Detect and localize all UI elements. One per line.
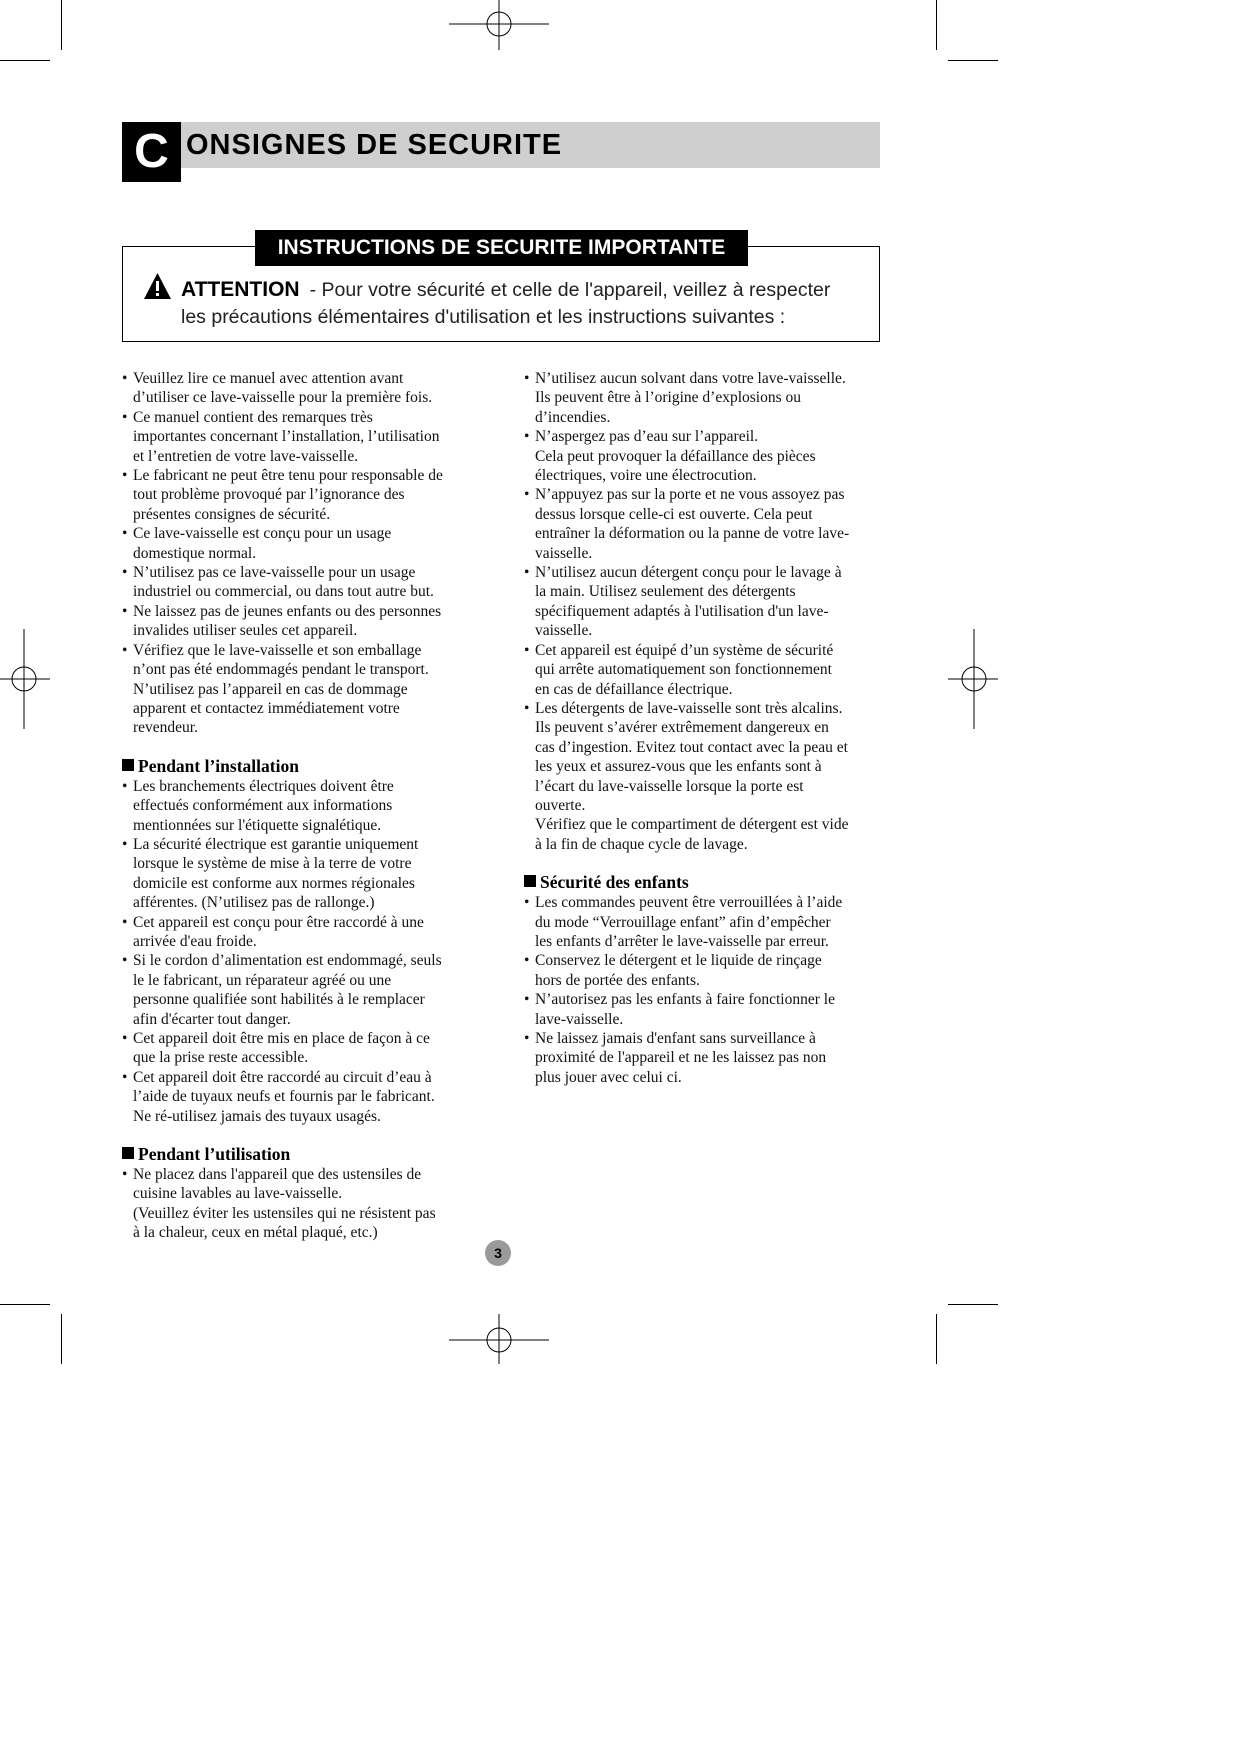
safety-box-title: INSTRUCTIONS DE SECURITE IMPORTANTE	[255, 230, 748, 266]
page-title: ONSIGNES DE SECURITE	[186, 129, 563, 161]
list-item-line: entraîner la déformation ou la panne de votre lave-	[535, 525, 850, 543]
list-item	[524, 369, 884, 427]
list-item	[524, 990, 884, 1029]
list-item-line: hors de portée des enfants.	[535, 971, 700, 989]
warning-triangle-icon	[143, 272, 172, 300]
list-item-line: Ils peuvent s’avérer extrêmement dangereux en	[535, 719, 829, 737]
bullet-icon: •	[524, 370, 530, 387]
list-item-line: ouverte.	[535, 796, 586, 814]
bullet-icon: •	[524, 699, 530, 717]
bullet-icon: •	[122, 835, 128, 853]
list-item-line: Cet appareil est conçu pour être raccordé à une	[133, 913, 424, 931]
list-item	[122, 563, 482, 602]
crop-mark	[936, 1314, 937, 1364]
warning-text-line-2: les précautions élémentaires d'utilisation et les instructions suivantes :	[181, 306, 786, 328]
list-item-line: Ce manuel contient des remarques très	[133, 408, 373, 426]
list-item-line: Les branchements électriques doivent être	[133, 777, 394, 795]
crop-mark	[0, 60, 50, 61]
list-item-line: personne qualifiée sont habilités à le remplacer	[133, 991, 425, 1009]
section-heading-enfants	[524, 871, 884, 893]
list-item-line: lorsque le système de mise à la terre de votre	[133, 855, 412, 873]
list-item	[122, 777, 482, 835]
list-item-line: arrivée d'eau froide.	[133, 932, 257, 950]
bullet-icon: •	[122, 913, 128, 931]
list-item-line: électriques, voire une électrocution.	[535, 467, 757, 485]
list-item-line: tout problème provoqué par l’ignorance des	[133, 486, 405, 504]
list-item-line: les yeux et assurez-vous que les enfants sont à	[535, 758, 822, 776]
bullet-icon: •	[524, 641, 530, 659]
bullet-icon: •	[122, 1068, 128, 1086]
list-item-line: Ne ré-utilisez jamais des tuyaux usagés.	[133, 1107, 381, 1125]
bullet-icon: •	[122, 952, 128, 970]
crop-mark	[948, 60, 998, 61]
list-item-line: Ne laissez pas de jeunes enfants ou des personnes	[133, 602, 442, 620]
list-item-line: N’utilisez aucun détergent conçu pour le lavage à	[535, 564, 842, 582]
registration-mark-icon	[449, 0, 549, 100]
bullet-icon: •	[524, 486, 530, 504]
section-heading-text: Pendant l’utilisation	[138, 1144, 291, 1165]
list-item-line: Vérifiez que le compartiment de détergent est vide	[535, 816, 849, 834]
crop-mark	[61, 1314, 62, 1364]
list-item-line: proximité de l'appareil et ne les laissez pas non	[535, 1049, 827, 1067]
list-item-line: importantes concernant l’installation, l’utilisation	[133, 428, 440, 446]
list-item-line: en cas de défaillance électrique.	[535, 680, 733, 698]
list-item	[122, 1068, 482, 1126]
right-column	[524, 369, 884, 1087]
warning-text: - Pour votre sécurité et celle de l'appareil, veillez à respecter	[309, 279, 831, 301]
list-item-line: vaisselle.	[535, 544, 593, 562]
square-bullet-icon	[524, 875, 536, 887]
section-heading-text: Pendant l’installation	[138, 755, 299, 776]
list-item-line: Si le cordon d’alimentation est endommagé, seuls	[133, 952, 442, 970]
list-item-line: Cet appareil est équipé d’un système de sécurité	[535, 641, 834, 659]
crop-mark	[0, 1304, 50, 1305]
section-heading-installation	[122, 755, 482, 777]
list-item	[122, 913, 482, 952]
bullet-icon: •	[524, 1030, 530, 1047]
list-item-line: N’aspergez pas d’eau sur l’appareil.	[535, 428, 759, 446]
list-item-line: à la fin de chaque cycle de lavage.	[535, 835, 748, 853]
bullet-icon: •	[122, 564, 128, 582]
list-item	[524, 951, 884, 990]
list-item	[524, 427, 884, 485]
list-item-line: lave-vaisselle.	[535, 1010, 624, 1028]
list-item-line: le le fabricant, un réparateur agréé ou une	[133, 971, 392, 989]
list-item	[122, 602, 482, 641]
list-item	[122, 951, 482, 1029]
bullet-icon: •	[524, 894, 530, 912]
enfants-list	[524, 893, 884, 1087]
crop-mark	[948, 1304, 998, 1305]
list-item-line: Les détergents de lave-vaisselle sont très alcalins.	[535, 699, 843, 717]
registration-mark-icon	[0, 629, 100, 729]
bullet-icon: •	[524, 991, 530, 1009]
bullet-icon: •	[122, 370, 128, 387]
list-item-line: Cela peut provoquer la défaillance des pièces	[535, 447, 816, 465]
square-bullet-icon	[122, 1147, 134, 1159]
list-item	[122, 524, 482, 563]
list-item-line: Le fabricant ne peut être tenu pour responsable de	[133, 467, 443, 485]
list-item	[122, 1165, 482, 1243]
list-item-line: Ne laissez jamais d'enfant sans surveillance à	[535, 1030, 816, 1047]
list-item-line: Ils peuvent être à l’origine d’explosions ou	[535, 389, 802, 407]
section-heading-text: Sécurité des enfants	[540, 872, 689, 893]
list-item-line: Veuillez lire ce manuel avec attention avant	[133, 370, 404, 387]
list-item-line: Cet appareil doit être raccordé au circuit d’eau à	[133, 1068, 432, 1086]
registration-mark-icon	[948, 629, 1048, 729]
list-item-line: plus jouer avec celui ci.	[535, 1068, 682, 1086]
list-item-line: invalides utiliser seules cet appareil.	[133, 622, 358, 640]
list-item-line: n’ont pas été endommagés pendant le transport.	[133, 661, 429, 679]
general-list	[122, 369, 482, 738]
list-item-line: qui arrête automatiquement son fonctionnement	[535, 661, 832, 679]
installation-list	[122, 777, 482, 1126]
page-number: 3	[485, 1240, 511, 1266]
list-item-line: la main. Utilisez seulement des détergents	[535, 583, 796, 601]
list-item	[122, 835, 482, 913]
list-item-line: et l’entretien de votre lave-vaisselle.	[133, 447, 359, 465]
list-item-line: Vérifiez que le lave-vaisselle et son emballage	[133, 641, 422, 659]
list-item	[524, 1029, 884, 1087]
list-item-line: Ne placez dans l'appareil que des ustensiles de	[133, 1166, 422, 1184]
list-item-line: cuisine lavables au lave-vaisselle.	[133, 1185, 343, 1203]
list-item	[122, 641, 482, 738]
bullet-icon: •	[122, 467, 128, 485]
list-item-line: d’utiliser ce lave-vaisselle pour la première fois.	[133, 389, 433, 407]
list-item-line: N’utilisez pas ce lave-vaisselle pour un usage	[133, 564, 416, 582]
list-item-line: Conservez le détergent et le liquide de rinçage	[535, 952, 822, 970]
registration-mark-icon	[449, 1314, 549, 1414]
list-item	[524, 485, 884, 563]
list-item-line: N’appuyez pas sur la porte et ne vous assoyez pas	[535, 486, 845, 504]
list-item-line: N’autorisez pas les enfants à faire fonctionner le	[535, 991, 835, 1009]
bullet-icon: •	[122, 408, 128, 426]
section-heading-utilisation	[122, 1143, 482, 1165]
bullet-icon: •	[524, 952, 530, 970]
warning-label: ATTENTION	[181, 278, 300, 301]
list-item-line: dessus lorsque celle-ci est ouverte. Cela peut	[535, 505, 813, 523]
list-item-line: Cet appareil doit être mis en place de façon à ce	[133, 1030, 430, 1047]
list-item-line: N’utilisez pas l’appareil en cas de dommage	[133, 680, 408, 698]
list-item-line: (Veuillez éviter les ustensiles qui ne résistent pas	[133, 1204, 436, 1222]
list-item-line: l’aide de tuyaux neufs et fournis par le fabricant.	[133, 1088, 435, 1106]
list-item-line: industriel ou commercial, ou dans tout autre but.	[133, 583, 434, 601]
bullet-icon: •	[122, 1030, 128, 1047]
list-item-line: mentionnées sur l'étiquette signalétique.	[133, 816, 382, 834]
list-item	[122, 1029, 482, 1068]
list-item-line: spécifiquement adaptés à l'utilisation d'un lave-	[535, 602, 829, 620]
bullet-icon: •	[524, 428, 530, 446]
list-item-line: afin d'écarter tout danger.	[133, 1010, 291, 1028]
list-item-line: les enfants d’arrêter le lave-vaisselle par erreur.	[535, 932, 829, 950]
bullet-icon: •	[122, 525, 128, 543]
warning-text-line-1	[181, 277, 861, 303]
left-column	[122, 369, 482, 1243]
list-item-line: effectués conformément aux informations	[133, 797, 393, 815]
list-item	[122, 408, 482, 466]
list-item-line: domestique normal.	[133, 544, 257, 562]
list-item-line: d’incendies.	[535, 408, 611, 426]
page-title-initial: C	[122, 122, 181, 182]
list-item-line: que la prise reste accessible.	[133, 1049, 309, 1067]
list-item-line: Les commandes peuvent être verrouillées à l’aide	[535, 894, 843, 912]
bullet-icon: •	[122, 602, 128, 620]
list-item	[524, 563, 884, 641]
list-item	[122, 466, 482, 524]
list-item-line: du mode “Verrouillage enfant” afin d’empêcher	[535, 913, 831, 931]
list-item-line: apparent et contactez immédiatement votre	[133, 699, 400, 717]
list-item-line: revendeur.	[133, 719, 198, 737]
list-item-line: cas d’ingestion. Evitez tout contact avec la peau et	[535, 738, 848, 756]
list-item-line: l’écart du lave-vaisselle lorsque la porte est	[535, 777, 804, 795]
list-item-line: présentes consignes de sécurité.	[133, 505, 331, 523]
list-item-line: La sécurité électrique est garantie uniquement	[133, 835, 419, 853]
bullet-icon: •	[122, 1166, 128, 1184]
list-item	[122, 369, 482, 408]
list-item-line: N’utilisez aucun solvant dans votre lave-vaisselle.	[535, 370, 846, 387]
list-item-line: vaisselle.	[535, 622, 593, 640]
list-item	[524, 699, 884, 854]
bullet-icon: •	[122, 777, 128, 795]
crop-mark	[936, 0, 937, 50]
list-item-line: Ce lave-vaisselle est conçu pour un usage	[133, 525, 392, 543]
square-bullet-icon	[122, 759, 134, 771]
general-list	[524, 369, 884, 854]
list-item-line: à la chaleur, ceux en métal plaqué, etc.)	[133, 1224, 378, 1242]
list-item	[524, 893, 884, 951]
list-item	[524, 641, 884, 699]
list-item-line: domicile est conforme aux normes régionales	[133, 874, 415, 892]
utilisation-list	[122, 1165, 482, 1243]
crop-mark	[61, 0, 62, 50]
bullet-icon: •	[122, 641, 128, 659]
bullet-icon: •	[524, 564, 530, 582]
list-item-line: afférentes. (N’utilisez pas de rallonge.)	[133, 894, 375, 912]
